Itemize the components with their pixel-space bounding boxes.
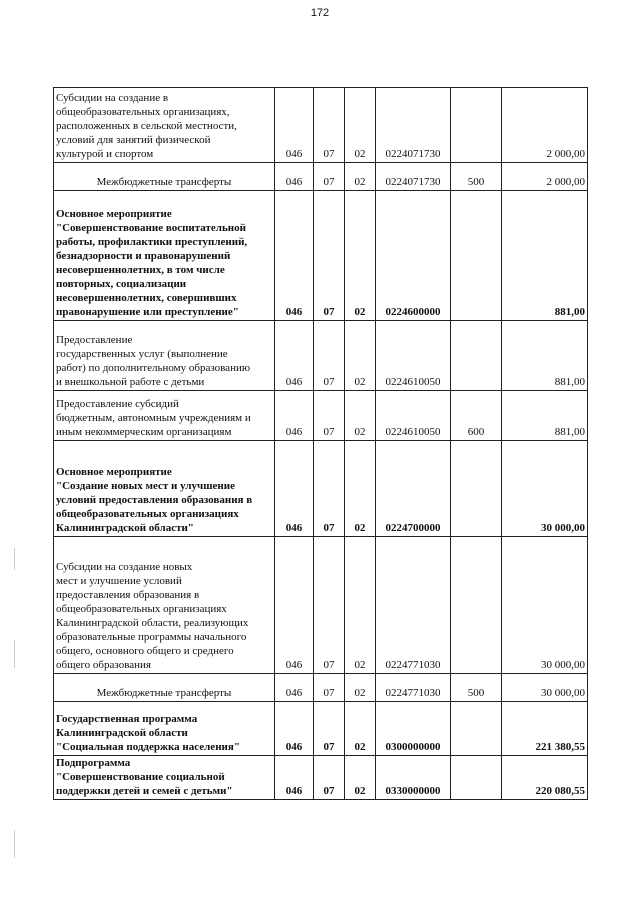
ministry-code-cell (275, 702, 314, 756)
table-row (54, 321, 588, 391)
target-article-code-cell (376, 537, 451, 674)
expense-type-code-cell (451, 537, 502, 674)
expense-type-code-cell (451, 702, 502, 756)
section-code-cell (314, 441, 345, 537)
amount-cell (502, 441, 588, 537)
subsection-code: 02 (354, 176, 366, 188)
target-article-code: 0330000000 (385, 785, 441, 797)
row-name-cell (54, 674, 275, 702)
row-name: Субсидии на создание новых мест и улучшение условий предоставления образования в общеобразовательных организациях Калининградской области, реализующих образовательные программы начального общего, основного общего и среднего общего образования (56, 561, 249, 671)
table-row (54, 88, 588, 163)
subsection-code: 02 (354, 785, 366, 797)
target-article-code: 0224610050 (385, 376, 441, 388)
subsection-code-cell (345, 191, 376, 321)
section-code-cell (314, 674, 345, 702)
amount: 30 000,00 (541, 659, 585, 671)
subsection-code: 02 (354, 426, 366, 438)
ministry-code-cell (275, 441, 314, 537)
target-article-code: 0224610050 (385, 426, 441, 438)
amount: 2 000,00 (546, 148, 585, 160)
ministry-code-cell (275, 537, 314, 674)
subsection-code-cell (345, 537, 376, 674)
subsection-code-cell (345, 163, 376, 191)
row-name: Государственная программа Калининградской области "Социальная поддержка населения" (56, 713, 240, 753)
amount-cell (502, 88, 588, 163)
target-article-code: 0224071730 (385, 148, 441, 160)
section-code-cell (314, 163, 345, 191)
row-name-cell (54, 441, 275, 537)
subsection-code: 02 (354, 687, 366, 699)
target-article-code-cell (376, 756, 451, 800)
section-code: 07 (323, 176, 335, 188)
ministry-code: 046 (285, 176, 303, 188)
subsection-code: 02 (354, 148, 366, 160)
page-number: 172 (310, 7, 330, 19)
amount: 221 380,55 (535, 741, 585, 753)
ministry-code-cell (275, 321, 314, 391)
section-code: 07 (323, 687, 335, 699)
expense-type-code-cell (451, 191, 502, 321)
ministry-code: 046 (285, 785, 303, 797)
target-article-code-cell (376, 441, 451, 537)
target-article-code-cell (376, 163, 451, 191)
expense-type-code: 500 (467, 687, 485, 699)
expense-type-code-cell (451, 321, 502, 391)
subsection-code-cell (345, 321, 376, 391)
table-row (54, 391, 588, 441)
row-name-cell (54, 391, 275, 441)
target-article-code: 0224700000 (385, 522, 441, 534)
ministry-code: 046 (285, 741, 303, 753)
amount: 30 000,00 (541, 522, 585, 534)
table-row (54, 441, 588, 537)
subsection-code: 02 (354, 522, 366, 534)
row-name: Межбюджетные трансферты (96, 687, 232, 699)
target-article-code-cell (376, 191, 451, 321)
subsection-code-cell (345, 674, 376, 702)
ministry-code-cell (275, 163, 314, 191)
subsection-code: 02 (354, 376, 366, 388)
expense-type-code-cell (451, 674, 502, 702)
table-row (54, 191, 588, 321)
section-code: 07 (323, 741, 335, 753)
scan-margin-line (14, 548, 15, 570)
target-article-code-cell (376, 702, 451, 756)
target-article-code: 0224600000 (385, 306, 441, 318)
amount: 2 000,00 (546, 176, 585, 188)
ministry-code-cell (275, 191, 314, 321)
target-article-code-cell (376, 321, 451, 391)
subsection-code-cell (345, 702, 376, 756)
row-name-cell (54, 537, 275, 674)
row-name: Предоставление государственных услуг (выполнение работ) по дополнительному образованию и внешкольной работе с детьми (56, 334, 251, 388)
section-code-cell (314, 191, 345, 321)
amount: 881,00 (554, 376, 585, 388)
section-code: 07 (323, 426, 335, 438)
section-code: 07 (323, 376, 335, 388)
row-name-cell (54, 163, 275, 191)
row-name: Подпрограмма "Совершенствование социальной поддержки детей и семей с детьми" (56, 757, 233, 797)
scan-margin-line (14, 830, 15, 858)
table-row (54, 674, 588, 702)
subsection-code-cell (345, 756, 376, 800)
row-name-cell (54, 756, 275, 800)
ministry-code: 046 (285, 659, 303, 671)
section-code-cell (314, 391, 345, 441)
ministry-code: 046 (285, 376, 303, 388)
row-name: Предоставление субсидий бюджетным, автономным учреждениям и иным некоммерческим организациям (56, 398, 251, 438)
expense-type-code: 600 (467, 426, 485, 438)
amount-cell (502, 391, 588, 441)
amount: 30 000,00 (541, 687, 585, 699)
row-name-cell (54, 191, 275, 321)
table-row (54, 702, 588, 756)
subsection-code-cell (345, 391, 376, 441)
amount-cell (502, 191, 588, 321)
row-name: Субсидии на создание в общеобразовательных организациях, расположенных в сельской местности, условий для занятий физической культурой и спортом (56, 92, 237, 160)
expense-type-code-cell (451, 441, 502, 537)
section-code: 07 (323, 785, 335, 797)
expense-type-code-cell (451, 163, 502, 191)
row-name: Основное мероприятие "Создание новых мест и улучшение условий предоставления образования в общеобразовательных организациях Калининградской области" (56, 466, 253, 534)
section-code: 07 (323, 659, 335, 671)
row-name: Основное мероприятие "Совершенствование воспитательной работы, профилактики преступлений, безнадзорности и правонарушений несовершеннолетних, в том числе повторных, социализации несовершеннолетних, совершивших правонарушение или преступление" (56, 208, 248, 318)
ministry-code: 046 (285, 148, 303, 160)
subsection-code: 02 (354, 306, 366, 318)
section-code-cell (314, 537, 345, 674)
section-code: 07 (323, 148, 335, 160)
row-name: Межбюджетные трансферты (96, 176, 232, 188)
table-row (54, 756, 588, 800)
ministry-code: 046 (285, 426, 303, 438)
ministry-code: 046 (285, 522, 303, 534)
row-name-cell (54, 88, 275, 163)
target-article-code-cell (376, 674, 451, 702)
target-article-code-cell (376, 391, 451, 441)
section-code: 07 (323, 306, 335, 318)
table-row (54, 537, 588, 674)
subsection-code-cell (345, 441, 376, 537)
ministry-code-cell (275, 88, 314, 163)
ministry-code-cell (275, 674, 314, 702)
expense-type-code-cell (451, 88, 502, 163)
amount: 220 080,55 (535, 785, 585, 797)
row-name-cell (54, 321, 275, 391)
section-code-cell (314, 702, 345, 756)
row-name-cell (54, 702, 275, 756)
expense-type-code-cell (451, 756, 502, 800)
ministry-code-cell (275, 756, 314, 800)
amount-cell (502, 163, 588, 191)
ministry-code-cell (275, 391, 314, 441)
target-article-code: 0224071730 (385, 176, 441, 188)
ministry-code: 046 (285, 306, 303, 318)
amount-cell (502, 537, 588, 674)
scan-margin-line (14, 640, 15, 668)
target-article-code-cell (376, 88, 451, 163)
expense-type-code: 500 (467, 176, 485, 188)
amount: 881,00 (554, 306, 585, 318)
target-article-code: 0224771030 (385, 687, 441, 699)
section-code-cell (314, 756, 345, 800)
amount-cell (502, 674, 588, 702)
subsection-code: 02 (354, 659, 366, 671)
amount-cell (502, 756, 588, 800)
budget-table (53, 87, 588, 800)
ministry-code: 046 (285, 687, 303, 699)
amount-cell (502, 702, 588, 756)
expense-type-code-cell (451, 391, 502, 441)
subsection-code-cell (345, 88, 376, 163)
section-code-cell (314, 321, 345, 391)
target-article-code: 0224771030 (385, 659, 441, 671)
amount-cell (502, 321, 588, 391)
amount: 881,00 (554, 426, 585, 438)
table-row (54, 163, 588, 191)
target-article-code: 0300000000 (385, 741, 441, 753)
subsection-code: 02 (354, 741, 366, 753)
section-code: 07 (323, 522, 335, 534)
section-code-cell (314, 88, 345, 163)
